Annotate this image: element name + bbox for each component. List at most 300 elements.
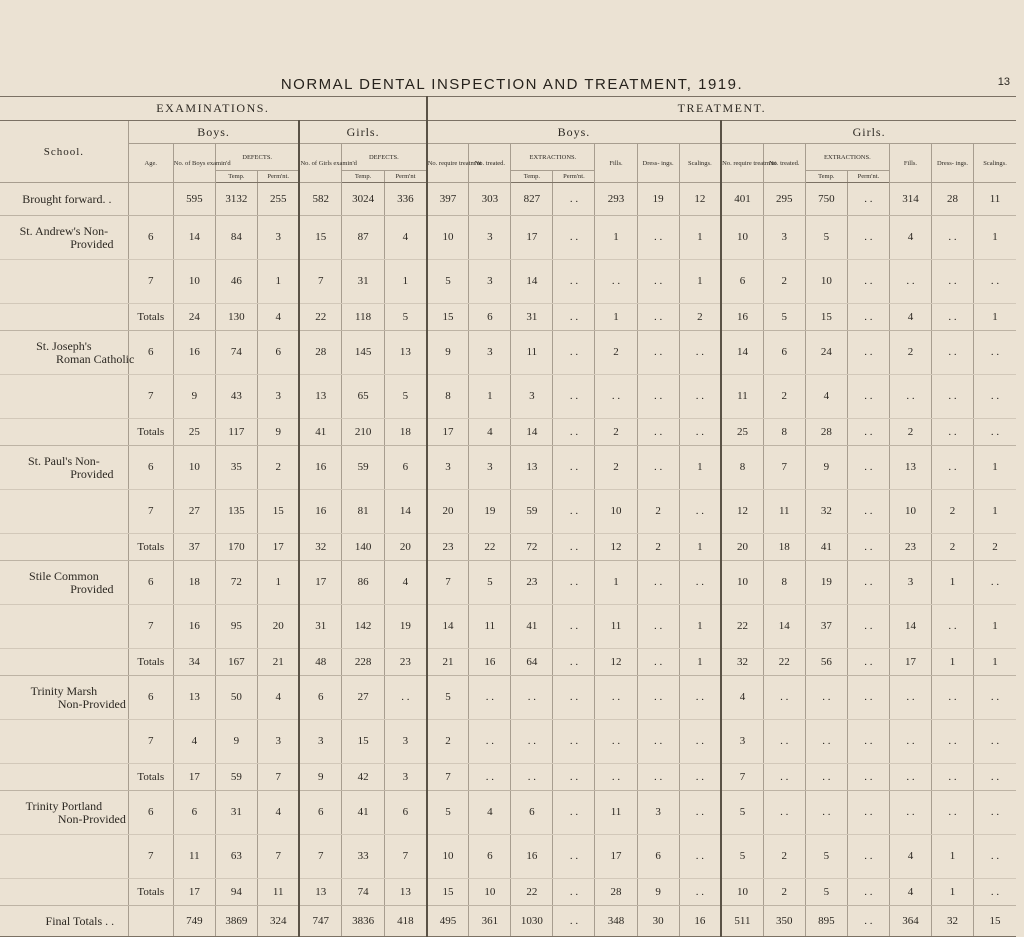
table-cell: 20 [385, 534, 427, 561]
totals-label: Totals [128, 649, 173, 676]
table-cell: 7 [299, 835, 341, 879]
table-cell: 749 [173, 906, 215, 937]
school-name [0, 446, 128, 490]
table-cell: . . [553, 605, 595, 649]
table-cell: 37 [805, 605, 847, 649]
table-cell: 167 [215, 649, 257, 676]
table-cell: 7 [763, 446, 805, 490]
table-cell: 4 [469, 419, 511, 446]
table-cell: 65 [342, 375, 385, 419]
table-cell: 4 [385, 216, 427, 260]
table-cell: 18 [763, 534, 805, 561]
table-cell: 9 [637, 879, 679, 906]
school-name-line2: Provided [70, 581, 114, 596]
boys-no-require-header: No. require treatm'nt [427, 144, 469, 183]
table-cell: 4 [889, 835, 931, 879]
table-cell: 42 [342, 764, 385, 791]
table-cell: . . [553, 490, 595, 534]
table-cell: 5 [805, 879, 847, 906]
table-cell: . . [469, 764, 511, 791]
school-name-line2: Non-Provided [57, 696, 126, 711]
table-cell: 23 [427, 534, 469, 561]
table-cell: . . [469, 720, 511, 764]
table-cell: 10 [173, 260, 215, 304]
table-cell: 30 [637, 906, 679, 937]
table-cell: . . [847, 720, 889, 764]
school-name-empty [0, 605, 128, 649]
table-cell: 15 [427, 879, 469, 906]
table-cell: 5 [385, 304, 427, 331]
table-cell: 4 [469, 791, 511, 835]
table-cell: 1 [595, 561, 637, 605]
table-cell: 11 [721, 375, 763, 419]
table-cell: 25 [721, 419, 763, 446]
table-cell: . . [974, 676, 1016, 720]
totals-label: Totals [128, 304, 173, 331]
table-cell: 2 [763, 375, 805, 419]
age-header: Age. [128, 144, 173, 183]
table-cell: 6 [128, 561, 173, 605]
table-cell: 41 [511, 605, 553, 649]
table-cell: . . [974, 419, 1016, 446]
table-cell: 1 [931, 561, 973, 605]
table-cell: 6 [637, 835, 679, 879]
table-cell: 15 [257, 490, 299, 534]
table-cell: 10 [427, 835, 469, 879]
table-cell: . . [931, 260, 973, 304]
exam-boys-header: Boys. [128, 121, 299, 144]
table-cell: 1 [974, 605, 1016, 649]
totals-label: Totals [128, 764, 173, 791]
table-cell: 63 [215, 835, 257, 879]
table-cell: 12 [721, 490, 763, 534]
table-row [0, 676, 1016, 720]
table-cell: 27 [342, 676, 385, 720]
table-cell: 3 [763, 216, 805, 260]
table-row [0, 216, 1016, 260]
table-cell: 2 [637, 490, 679, 534]
table-cell: . . [805, 720, 847, 764]
table-cell: 2 [637, 534, 679, 561]
boys-defects-temp-header: Temp. [215, 171, 257, 183]
table-cell: 10 [805, 260, 847, 304]
table-cell: 35 [215, 446, 257, 490]
table-cell: 15 [427, 304, 469, 331]
table-cell: 7 [128, 375, 173, 419]
table-cell: 6 [257, 331, 299, 375]
school-name-line2: Provided [70, 236, 114, 251]
school-name-empty [0, 419, 128, 446]
table-cell: 336 [385, 183, 427, 216]
table-cell: 3 [257, 216, 299, 260]
school-name [0, 216, 128, 260]
girls-extractions-perm-header: Perm'nt. [847, 171, 889, 183]
table-cell: 3 [469, 331, 511, 375]
table-cell: 31 [342, 260, 385, 304]
table-cell: 2 [427, 720, 469, 764]
table-cell: . . [637, 419, 679, 446]
table-cell: . . [931, 304, 973, 331]
table-cell: 8 [427, 375, 469, 419]
table-row [0, 446, 1016, 490]
table-cell: . . [974, 879, 1016, 906]
table-cell: 3 [257, 720, 299, 764]
table-cell: . . [847, 879, 889, 906]
table-cell: 20 [257, 605, 299, 649]
table-cell: 1 [931, 649, 973, 676]
table-cell: 22 [469, 534, 511, 561]
school-name-empty [0, 304, 128, 331]
table-cell: 50 [215, 676, 257, 720]
table-cell: . . [847, 561, 889, 605]
totals-label: Totals [128, 879, 173, 906]
table-cell: 22 [299, 304, 341, 331]
table-cell: 17 [257, 534, 299, 561]
table-cell: 7 [257, 764, 299, 791]
table-cell: 3 [385, 764, 427, 791]
boys-defects-perm-header: Perm'nt. [257, 171, 299, 183]
table-cell: . . [637, 331, 679, 375]
table-cell: 13 [511, 446, 553, 490]
table-cell: 135 [215, 490, 257, 534]
school-name [0, 331, 135, 375]
table-cell: 1 [931, 835, 973, 879]
table-cell: 21 [257, 649, 299, 676]
school-name-empty [0, 260, 128, 304]
final-totals-label: Final Totals . . [45, 913, 115, 928]
table-cell: . . [931, 720, 973, 764]
table-cell: 23 [385, 649, 427, 676]
table-cell: 8 [763, 419, 805, 446]
table-cell: 295 [763, 183, 805, 216]
table-cell: 827 [511, 183, 553, 216]
table-cell: 64 [511, 649, 553, 676]
table-cell: 2 [595, 331, 637, 375]
table-cell: 6 [511, 791, 553, 835]
table-cell: 95 [215, 605, 257, 649]
table-cell: . . [679, 720, 721, 764]
table-cell: 6 [721, 260, 763, 304]
table-cell: 22 [763, 649, 805, 676]
table-cell: 2 [595, 419, 637, 446]
table-cell: 84 [215, 216, 257, 260]
boys-defects-header: DEFECTS. [215, 144, 299, 171]
table-cell: 17 [299, 561, 341, 605]
table-cell: 1 [974, 649, 1016, 676]
table-cell: 5 [763, 304, 805, 331]
table-cell: 3 [637, 791, 679, 835]
table-cell: 255 [257, 183, 299, 216]
table-cell: . . [974, 331, 1016, 375]
girls-defects-header: DEFECTS. [342, 144, 427, 171]
table-cell: 4 [805, 375, 847, 419]
table-cell: 361 [469, 906, 511, 937]
table-cell: 1 [469, 375, 511, 419]
table-cell: . . [553, 216, 595, 260]
page-title: NORMAL DENTAL INSPECTION AND TREATMENT, 1919. [280, 76, 744, 93]
table-cell: 7 [721, 764, 763, 791]
table-cell: . . [889, 375, 931, 419]
table-cell: 28 [931, 183, 973, 216]
table-cell: . . [637, 446, 679, 490]
table-cell: . . [974, 835, 1016, 879]
table-cell: 5 [469, 561, 511, 605]
table-cell: 13 [385, 331, 427, 375]
table-cell: 2 [679, 304, 721, 331]
table-cell: 17 [595, 835, 637, 879]
table-cell: 32 [805, 490, 847, 534]
table-cell: 7 [427, 561, 469, 605]
table-cell: 20 [427, 490, 469, 534]
table-cell: 7 [257, 835, 299, 879]
table-cell: 14 [427, 605, 469, 649]
table-cell: . . [679, 879, 721, 906]
table-row [0, 490, 1016, 534]
girls-dressings-header: Dress- ings. [931, 144, 973, 183]
table-cell: . . [847, 216, 889, 260]
table-cell: . . [931, 764, 973, 791]
table-cell: 118 [342, 304, 385, 331]
table-cell: 19 [805, 561, 847, 605]
totals-label: Totals [128, 534, 173, 561]
table-cell: 17 [173, 764, 215, 791]
table-cell: 17 [889, 649, 931, 676]
table-cell: . . [553, 304, 595, 331]
table-cell: 9 [427, 331, 469, 375]
table-cell: . . [637, 605, 679, 649]
table-cell: 2 [889, 419, 931, 446]
table-cell: 3 [469, 446, 511, 490]
brought-forward-cell [0, 183, 128, 216]
table-cell: 14 [721, 331, 763, 375]
table-header [0, 97, 1016, 183]
table-cell: 9 [805, 446, 847, 490]
school-name [0, 676, 128, 720]
table-cell: 142 [342, 605, 385, 649]
table-cell: 16 [299, 446, 341, 490]
table-cell: 1 [257, 260, 299, 304]
totals-row [0, 649, 1016, 676]
table-cell: 6 [128, 791, 173, 835]
table-cell: 14 [889, 605, 931, 649]
table-cell: . . [847, 446, 889, 490]
table-cell [128, 906, 173, 937]
table-cell: 15 [974, 906, 1016, 937]
table-cell: . . [931, 791, 973, 835]
table-cell: . . [805, 676, 847, 720]
table-cell: 14 [511, 419, 553, 446]
table-cell: 14 [173, 216, 215, 260]
table-cell: . . [974, 764, 1016, 791]
table-cell: 32 [721, 649, 763, 676]
table-row [0, 375, 1016, 419]
table-cell: . . [679, 764, 721, 791]
table-cell: . . [553, 375, 595, 419]
table-cell: 11 [173, 835, 215, 879]
girls-scalings-header: Scalings. [974, 144, 1016, 183]
table-cell: 13 [299, 375, 341, 419]
table-cell: 1 [679, 605, 721, 649]
school-name-empty [0, 835, 128, 879]
table-cell: . . [805, 791, 847, 835]
table-cell: 1 [974, 446, 1016, 490]
table-cell: 16 [173, 331, 215, 375]
school-name-empty [0, 534, 128, 561]
table-cell: 23 [511, 561, 553, 605]
table-cell: . . [553, 419, 595, 446]
no-boys-examined-header: No. of Boys examin'd [173, 144, 215, 183]
table-cell: . . [553, 879, 595, 906]
table-cell: 7 [385, 835, 427, 879]
table-cell: 24 [173, 304, 215, 331]
table-row [0, 835, 1016, 879]
table-cell: . . [931, 375, 973, 419]
treatment-header: TREATMENT. [427, 97, 1016, 121]
table-cell: 18 [173, 561, 215, 605]
table-cell: 6 [385, 446, 427, 490]
table-cell: 41 [805, 534, 847, 561]
school-column-header: School. [0, 121, 128, 183]
table-cell: 25 [173, 419, 215, 446]
table-cell: 7 [128, 835, 173, 879]
table-cell: . . [847, 649, 889, 676]
table-cell: 1 [974, 216, 1016, 260]
totals-row [0, 419, 1016, 446]
table-cell: 16 [511, 835, 553, 879]
table-cell: 15 [342, 720, 385, 764]
table-cell: 314 [889, 183, 931, 216]
table-cell: 10 [173, 446, 215, 490]
table-cell: . . [553, 649, 595, 676]
totals-label: Totals [128, 419, 173, 446]
table-cell: . . [637, 649, 679, 676]
table-cell: . . [595, 260, 637, 304]
table-cell: 16 [299, 490, 341, 534]
school-name-line2: Roman Catholic [56, 351, 135, 366]
table-cell: 12 [595, 649, 637, 676]
table-cell: 16 [721, 304, 763, 331]
table-cell: 94 [215, 879, 257, 906]
table-cell: 5 [427, 676, 469, 720]
table-cell: 2 [257, 446, 299, 490]
table-cell: 14 [511, 260, 553, 304]
table-cell: . . [847, 534, 889, 561]
table-cell: . . [889, 676, 931, 720]
table-cell: 31 [215, 791, 257, 835]
table-cell: 1 [257, 561, 299, 605]
table-cell: 1 [679, 260, 721, 304]
table-cell: 130 [215, 304, 257, 331]
table-cell: 31 [299, 605, 341, 649]
table-cell: 1030 [511, 906, 553, 937]
table-cell: 2 [595, 446, 637, 490]
table-cell: . . [679, 419, 721, 446]
table-cell: 11 [595, 791, 637, 835]
boys-no-treated-header: No. treated. [469, 144, 511, 183]
table-cell: 6 [299, 676, 341, 720]
girls-defects-temp-header: Temp. [342, 171, 385, 183]
table-cell: 6 [128, 216, 173, 260]
table-cell: 5 [805, 835, 847, 879]
table-cell: . . [847, 375, 889, 419]
table-cell: 56 [805, 649, 847, 676]
table-cell: . . [553, 764, 595, 791]
table-cell: . . [637, 375, 679, 419]
table-cell: 19 [469, 490, 511, 534]
table-cell: . . [553, 906, 595, 937]
table-cell: 13 [299, 879, 341, 906]
table-cell: . . [595, 720, 637, 764]
table-cell: . . [553, 676, 595, 720]
table-cell: . . [385, 676, 427, 720]
table-cell: . . [679, 676, 721, 720]
table-cell: 37 [173, 534, 215, 561]
table-cell: 364 [889, 906, 931, 937]
table-cell: 210 [342, 419, 385, 446]
table-cell: 24 [805, 331, 847, 375]
table-cell: 3 [889, 561, 931, 605]
table-row [0, 331, 1016, 375]
table-row [0, 260, 1016, 304]
table-cell: 1 [679, 216, 721, 260]
table-cell: . . [974, 720, 1016, 764]
page-number: 13 [997, 76, 1010, 88]
table-cell: . . [595, 676, 637, 720]
table-cell: 348 [595, 906, 637, 937]
table-cell: . . [974, 260, 1016, 304]
table-cell: 10 [721, 879, 763, 906]
table-cell: 397 [427, 183, 469, 216]
table-cell: . . [553, 446, 595, 490]
table-cell: 34 [173, 649, 215, 676]
table-cell: 28 [299, 331, 341, 375]
table-cell: . . [931, 605, 973, 649]
table-cell: 2 [974, 534, 1016, 561]
table-cell: . . [847, 304, 889, 331]
table-cell: 4 [257, 676, 299, 720]
table-cell: 3 [299, 720, 341, 764]
table-cell: 145 [342, 331, 385, 375]
table-cell: . . [805, 764, 847, 791]
table-cell: . . [847, 605, 889, 649]
table-cell: 3836 [342, 906, 385, 937]
examinations-header: EXAMINATIONS. [0, 97, 427, 121]
table-cell: 2 [763, 260, 805, 304]
table-cell: 303 [469, 183, 511, 216]
table-cell: 22 [511, 879, 553, 906]
table-cell: 74 [215, 331, 257, 375]
table-cell: . . [763, 676, 805, 720]
table-cell: 13 [173, 676, 215, 720]
table-cell: . . [679, 375, 721, 419]
table-cell: 11 [763, 490, 805, 534]
table-cell: 895 [805, 906, 847, 937]
table-cell: 3 [469, 260, 511, 304]
table-cell: 28 [595, 879, 637, 906]
table-cell: 8 [763, 561, 805, 605]
school-name-line1: St. Paul's Non- [27, 453, 100, 468]
table-cell: . . [679, 835, 721, 879]
table-cell: 41 [299, 419, 341, 446]
table-cell: 4 [257, 304, 299, 331]
table-cell: 3 [427, 446, 469, 490]
table-row [0, 605, 1016, 649]
table-cell: 12 [679, 183, 721, 216]
brought-forward-row [0, 183, 1016, 216]
boys-extractions-header: EXTRACTIONS. [511, 144, 595, 171]
table-cell: . . [595, 375, 637, 419]
table-cell: 11 [257, 879, 299, 906]
